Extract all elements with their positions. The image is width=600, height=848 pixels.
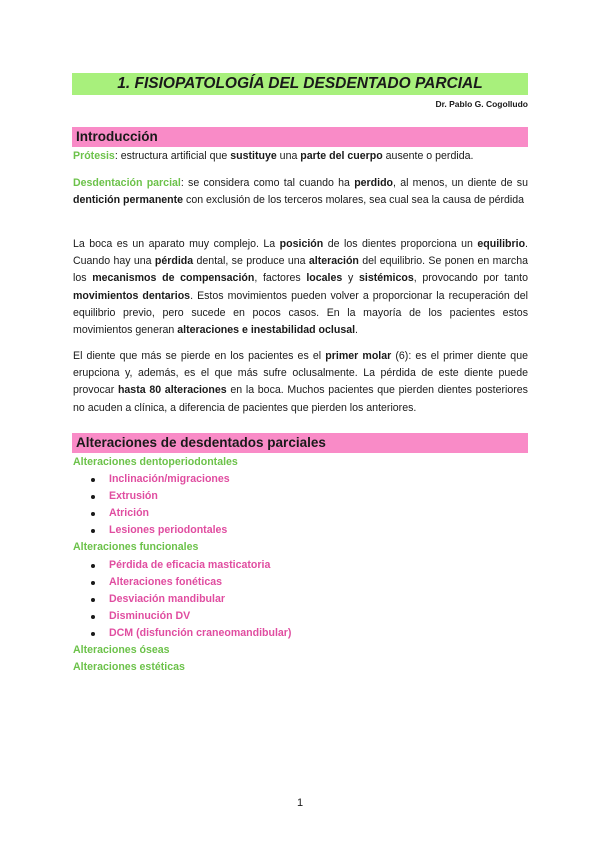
category-dentoperiodontales: Alteraciones dentoperiodontales (73, 456, 238, 468)
bold-text: alteraciones e inestabilidad oclusal (177, 324, 356, 337)
text: , al menos, un diente de su (393, 177, 528, 189)
list-item-label: Disminución DV (109, 609, 191, 622)
text: El diente que más se pierde en los pacientes es el (73, 350, 326, 362)
bold-text: hasta 80 alteraciones (117, 384, 227, 397)
text: del equilibrio. Se ponen en marcha los (73, 255, 528, 285)
section-heading-introduccion: Introducción (72, 127, 528, 147)
bold-text: movimientos dentarios (73, 289, 191, 302)
page-title: 1. FISIOPATOLOGÍA DEL DESDENTADO PARCIAL (72, 73, 528, 95)
text: , factores (254, 272, 307, 285)
bullet-icon (91, 581, 95, 585)
bold-text: sistémicos (358, 272, 414, 285)
list-item-label: DCM (disfunción craneomandibular) (109, 626, 292, 639)
list-item-label: Lesiones periodontales (109, 524, 228, 537)
text: una (276, 150, 301, 162)
text: ausente o perdida. (382, 150, 474, 162)
list-item (73, 505, 291, 522)
list-item (73, 471, 291, 488)
text: de los dientes proporciona un (323, 238, 478, 250)
text: en la boca. Muchos pacientes que pierden dientes posteriores no acuden a clínica, a diferencia de pacientes que pierden los anteriores. (73, 384, 528, 414)
list-item-label: Pérdida de eficacia masticatoria (109, 558, 271, 571)
list-item-label: Inclinación/migraciones (109, 473, 230, 486)
list-item (73, 608, 291, 625)
bold-text: perdido (354, 177, 394, 189)
text: dental, se produce una (193, 255, 309, 268)
bullet-icon (91, 598, 95, 602)
list-item (73, 522, 291, 539)
bold-text: alteración (308, 255, 359, 268)
category-esteticas: Alteraciones estéticas (73, 661, 185, 674)
bold-text: mecanismos de compensación (92, 272, 255, 285)
text: , provocando por tanto (413, 272, 528, 285)
term-desdentacion: Desdentación parcial (73, 177, 181, 189)
bullet-icon (91, 529, 95, 533)
author-credit: Dr. Pablo G. Cogolludo (435, 99, 528, 109)
bold-text: primer molar (325, 350, 392, 362)
list-item-label: Extrusión (109, 490, 158, 503)
text: : se considera como tal cuando ha (180, 177, 355, 189)
bullet-icon (91, 615, 95, 619)
paragraph-boca (73, 236, 528, 339)
bold-text: parte del cuerpo (300, 150, 383, 162)
term-protesis: Prótesis (73, 150, 115, 162)
bold-text: pérdida (154, 255, 194, 268)
bold-text: dentición permanente (73, 194, 184, 207)
bold-text: posición (279, 238, 324, 250)
bullet-icon (91, 495, 95, 499)
bullet-icon (91, 478, 95, 482)
text: y (342, 272, 359, 285)
text: (6): es el primer diente que erupciona y, además, es el que más sufre oclusalmente. La pérdida de este diente puede provocar (73, 350, 528, 397)
list-item-label: Atrición (109, 507, 150, 520)
page-number: 1 (296, 797, 304, 809)
text: . Estos movimientos pueden volver a proporcionar la recuperación del equilibrio previo, pero sucede en pocos casos. En la mayoría de los pacientes estos movimientos generan (73, 289, 528, 337)
paragraph-desdentacion (73, 175, 528, 209)
bullet-icon (91, 564, 95, 568)
text: : estructura artificial que (114, 150, 231, 162)
list-item-label: Alteraciones fonéticas (109, 575, 223, 588)
bullet-icon (91, 632, 95, 636)
bold-text: sustituye (230, 150, 277, 162)
text: . Cuando hay una (73, 238, 528, 268)
category-oseas: Alteraciones óseas (73, 644, 170, 657)
bold-text: equilibrio (477, 238, 526, 250)
alteraciones-list (73, 454, 291, 676)
text: La boca es un aparato muy complejo. La (73, 238, 280, 250)
paragraph-primer-molar (73, 348, 528, 417)
text: . (355, 324, 358, 337)
list-item (73, 625, 291, 642)
section-heading-alteraciones: Alteraciones de desdentados parciales (72, 433, 528, 453)
list-item (73, 591, 291, 608)
bullet-icon (91, 512, 95, 516)
category-funcionales: Alteraciones funcionales (73, 541, 199, 554)
bold-text: locales (306, 272, 343, 285)
text: con exclusión de los terceros molares, sea cual sea la causa de pérdida (183, 194, 525, 207)
paragraph-protesis (73, 148, 528, 165)
list-item (73, 557, 291, 574)
list-item (73, 488, 291, 505)
list-item (73, 574, 291, 591)
list-item-label: Desviación mandibular (109, 592, 225, 605)
